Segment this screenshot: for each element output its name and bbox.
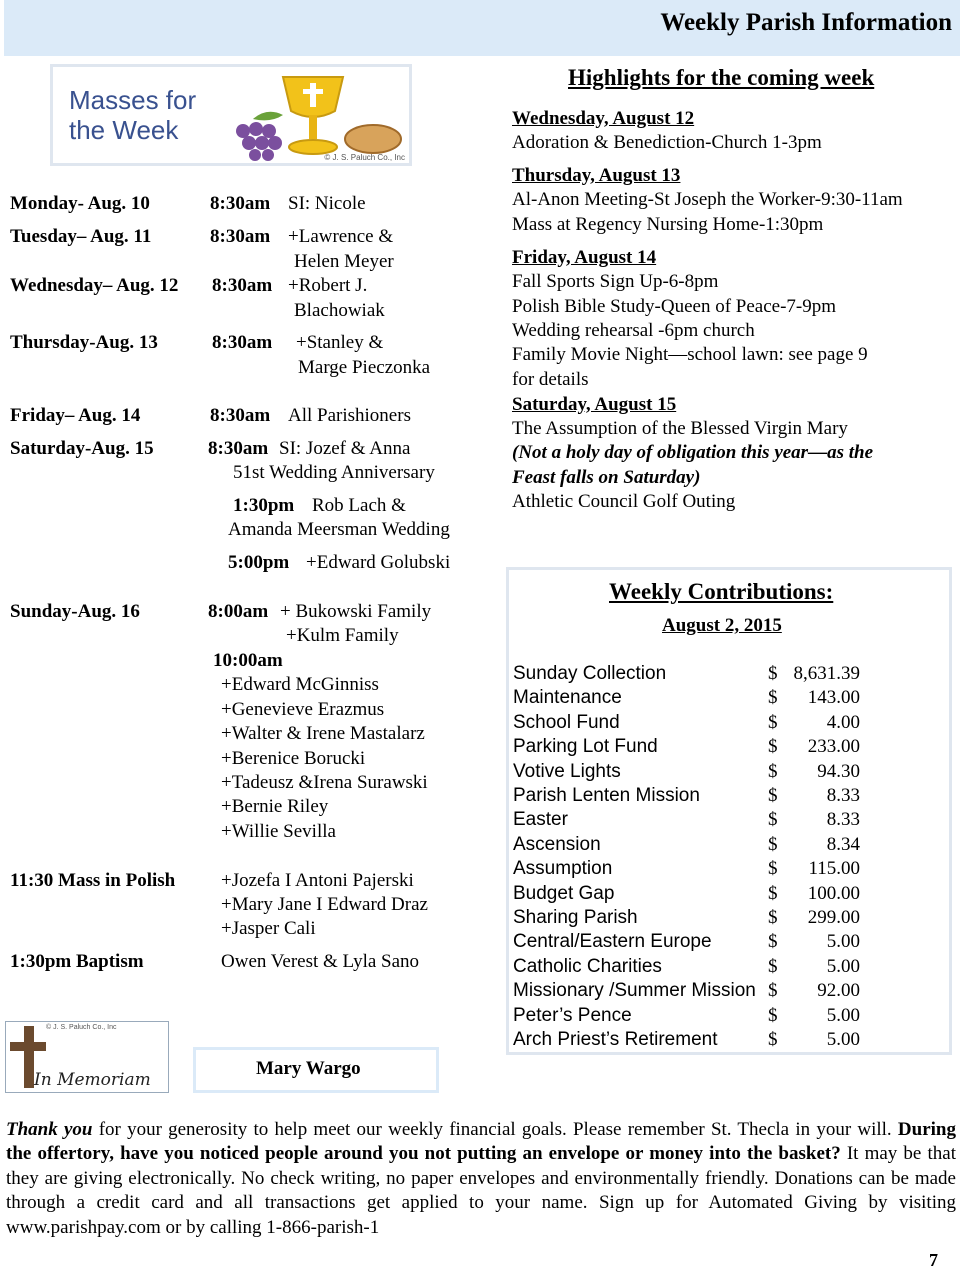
contribution-amount: 5.00 xyxy=(826,1029,860,1050)
page-number: 7 xyxy=(929,1250,938,1270)
masses-logo xyxy=(50,64,412,166)
highlights-thu-date: Thursday, August 13 xyxy=(512,165,681,186)
contribution-currency: $ xyxy=(768,711,778,733)
contribution-label: Assumption xyxy=(513,858,613,880)
contribution-currency: $ xyxy=(768,955,778,977)
header-bar xyxy=(4,0,960,56)
sun-intention-2-7: +Willie Sevilla xyxy=(221,821,336,842)
highlights-thu-item-2: Mass at Regency Nursing Home-1:30pm xyxy=(512,214,824,235)
contribution-amount: 5.00 xyxy=(826,1004,860,1026)
contribution-currency: $ xyxy=(768,858,778,880)
contribution-label: Sunday Collection xyxy=(513,663,667,684)
polish-intention-2: +Mary Jane I Edward Draz xyxy=(221,894,428,915)
wed-intention-1: +Robert J. xyxy=(288,275,368,296)
highlights-title: Highlights for the coming week xyxy=(568,65,875,90)
sat-time-2: 1:30pm xyxy=(233,495,295,516)
contribution-currency: $ xyxy=(768,809,778,831)
fri-day: Friday– Aug. 14 xyxy=(10,405,141,426)
masses-logo-credit: © J. S. Paluch Co., Inc xyxy=(324,153,405,162)
sat-intention-1a: SI: Jozef & Anna xyxy=(279,438,411,459)
wed-intention-2: Blachowiak xyxy=(294,300,385,321)
highlights-fri-item-3: Wedding rehearsal -6pm church xyxy=(512,320,755,341)
in-memoriam-logo-credit: © J. S. Paluch Co., Inc xyxy=(46,1024,117,1031)
sat-intention-3: +Edward Golubski xyxy=(306,552,451,573)
polish-intention-1: +Jozefa I Antoni Pajerski xyxy=(221,870,414,891)
sat-time-3: 5:00pm xyxy=(228,552,290,573)
contribution-amount: 5.00 xyxy=(826,955,860,977)
contribution-label: Votive Lights xyxy=(513,760,621,782)
sat-time-1: 8:30am xyxy=(208,438,269,459)
contribution-label: Ascension xyxy=(513,833,601,855)
thank-you-text: Thank you xyxy=(6,1119,93,1140)
contribution-amount: 143.00 xyxy=(807,687,860,709)
tue-intention-1: +Lawrence & xyxy=(288,226,394,247)
thu-intention-1: +Stanley & xyxy=(296,332,384,353)
contribution-amount: 94.30 xyxy=(817,760,860,782)
highlights-wed-date: Wednesday, August 12 xyxy=(512,108,695,129)
contribution-label: Arch Priest’s Retirement xyxy=(513,1029,718,1050)
tue-time: 8:30am xyxy=(210,226,271,247)
wed-time: 8:30am xyxy=(212,275,273,296)
highlights-fri-item-2: Polish Bible Study-Queen of Peace-7-9pm xyxy=(512,296,837,317)
sun-intention-2-4: +Berenice Borucki xyxy=(221,748,366,769)
contribution-currency: $ xyxy=(768,907,778,928)
sun-day: Sunday-Aug. 16 xyxy=(10,601,140,622)
highlights-sat-note-2: Feast falls on Saturday) xyxy=(512,467,701,488)
contribution-label: Budget Gap xyxy=(513,882,615,904)
contribution-currency: $ xyxy=(768,785,778,806)
contribution-currency: $ xyxy=(768,833,778,855)
contribution-currency: $ xyxy=(768,931,778,953)
contribution-currency: $ xyxy=(768,736,778,758)
sat-intention-2a: Rob Lach & xyxy=(312,495,406,516)
contribution-amount: 4.00 xyxy=(826,711,860,733)
sun-time-1: 8:00am xyxy=(208,601,269,622)
contribution-label: Parish Lenten Mission xyxy=(513,785,700,806)
highlights-fri-item-1: Fall Sports Sign Up-6-8pm xyxy=(512,271,719,292)
footer-text-1: for your generosity to help meet our weekly financial goals. Please remember St. Thecla in your will. xyxy=(92,1119,898,1140)
contribution-label: Maintenance xyxy=(513,687,622,709)
masses-logo-text xyxy=(69,85,196,145)
highlights-sat-date: Saturday, August 15 xyxy=(512,394,677,415)
contribution-amount: 299.00 xyxy=(807,907,860,928)
contribution-amount: 8.33 xyxy=(826,785,860,806)
contribution-label: Central/Eastern Europe xyxy=(513,931,712,953)
mon-time: 8:30am xyxy=(210,193,271,214)
contribution-amount: 92.00 xyxy=(817,980,860,1002)
polish-intention-3: +Jasper Cali xyxy=(221,918,316,939)
contribution-currency: $ xyxy=(768,760,778,782)
polish-mass-label: 11:30 Mass in Polish xyxy=(10,870,176,891)
contribution-amount: 8,631.39 xyxy=(793,663,860,684)
baptism-label: 1:30pm Baptism xyxy=(10,951,144,972)
in-memoriam-logo xyxy=(5,1021,169,1093)
highlights-fri-item-4: Family Movie Night—school lawn: see page 9 xyxy=(512,344,868,365)
fri-intention: All Parishioners xyxy=(288,405,411,426)
contribution-currency: $ xyxy=(768,663,778,684)
sun-intention-2-5: +Tadeusz &Irena Surawski xyxy=(221,772,428,793)
chalice-bread-grapes-icon xyxy=(223,69,403,161)
contribution-amount: 100.00 xyxy=(807,882,860,904)
highlights-sat-note-1: (Not a holy day of obligation this year—as the xyxy=(512,442,873,463)
sun-intention-1b: +Kulm Family xyxy=(286,625,399,646)
footer-paragraph xyxy=(6,1118,956,1240)
sun-intention-1a: + Bukowski Family xyxy=(280,601,432,622)
contributions-title: Weekly Contributions: xyxy=(609,579,834,604)
contribution-currency: $ xyxy=(768,687,778,709)
tue-day: Tuesday– Aug. 11 xyxy=(10,226,152,247)
sun-time-2: 10:00am xyxy=(213,650,283,671)
mon-intention: SI: Nicole xyxy=(288,193,366,214)
thu-time: 8:30am xyxy=(212,332,273,353)
highlights-sat-item-2: Athletic Council Golf Outing xyxy=(512,491,736,512)
contribution-currency: $ xyxy=(768,980,778,1002)
contribution-label: Parking Lot Fund xyxy=(513,736,658,758)
sat-intention-1b: 51st Wedding Anniversary xyxy=(233,462,435,483)
contribution-label: Sharing Parish xyxy=(513,907,638,928)
sun-intention-2-3: +Walter & Irene Mastalarz xyxy=(221,723,425,744)
sun-intention-2-2: +Genevieve Erazmus xyxy=(221,699,385,720)
highlights-wed-item-1: Adoration & Benediction-Church 1-3pm xyxy=(512,132,822,153)
contribution-label: Missionary /Summer Mission xyxy=(513,980,756,1002)
page-title: Weekly Parish Information xyxy=(660,9,952,36)
highlights-fri-item-5: for details xyxy=(512,369,589,390)
mon-day: Monday- Aug. 10 xyxy=(10,193,150,214)
contribution-amount: 5.00 xyxy=(826,931,860,953)
contribution-currency: $ xyxy=(768,882,778,904)
fri-time: 8:30am xyxy=(210,405,271,426)
contribution-label: Peter’s Pence xyxy=(513,1004,632,1026)
contribution-label: Catholic Charities xyxy=(513,955,662,977)
sun-intention-2-1: +Edward McGinniss xyxy=(221,674,379,695)
footer-bold-text: During the offertory, have you noticed people around you not putting an envelope or money into the basket? xyxy=(6,1119,956,1165)
masses-logo-line1: Masses for xyxy=(69,85,197,115)
contribution-currency: $ xyxy=(768,1004,778,1026)
sat-intention-2b: Amanda Meersman Wedding xyxy=(228,519,450,540)
highlights-fri-date: Friday, August 14 xyxy=(512,247,657,268)
contributions-date: August 2, 2015 xyxy=(662,615,782,636)
in-memoriam-name-box xyxy=(193,1047,439,1093)
contribution-currency: $ xyxy=(768,1029,778,1050)
highlights-thu-item-1: Al-Anon Meeting-St Joseph the Worker-9:30-11am xyxy=(512,189,903,210)
footer-text-2: It may be that they are giving electronically. No check writing, no paper envelopes and environmentally friendly. Donations can be made through a credit card and all transactions get applied to your name. Sign up for Automated Giving by visiting www.parishpay.com or by calling 1-866-parish-1 xyxy=(6,1143,956,1238)
sun-intention-2-6: +Bernie Riley xyxy=(221,796,329,817)
thu-day: Thursday-Aug. 13 xyxy=(10,332,158,353)
in-memoriam-name: Mary Wargo xyxy=(256,1058,361,1079)
wed-day: Wednesday– Aug. 12 xyxy=(10,275,179,296)
sat-day: Saturday-Aug. 15 xyxy=(10,438,154,459)
in-memoriam-logo-text: In Memoriam xyxy=(34,1070,151,1090)
contribution-label: Easter xyxy=(513,809,568,831)
masses-logo-line2: the Week xyxy=(69,115,179,145)
highlights-sat-item-1: The Assumption of the Blessed Virgin Mary xyxy=(512,418,848,439)
baptism-names: Owen Verest & Lyla Sano xyxy=(221,951,420,972)
contribution-amount: 8.34 xyxy=(826,833,860,855)
contribution-amount: 8.33 xyxy=(826,809,860,831)
thu-intention-2: Marge Pieczonka xyxy=(298,357,431,378)
tue-intention-2: Helen Meyer xyxy=(294,251,394,272)
contribution-label: School Fund xyxy=(513,711,620,733)
contribution-amount: 233.00 xyxy=(807,736,860,758)
contribution-amount: 115.00 xyxy=(808,858,860,880)
